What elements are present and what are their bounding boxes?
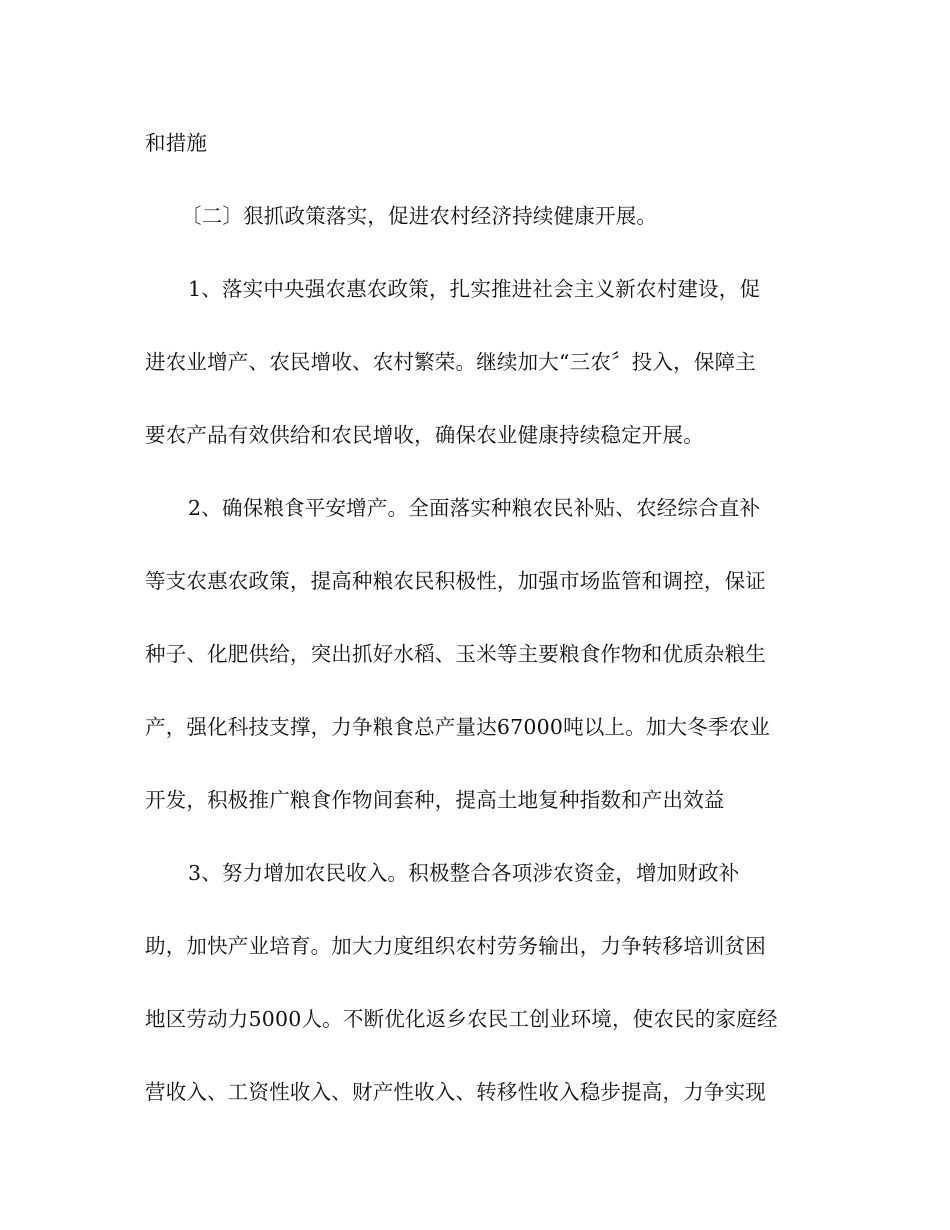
paragraph-1-line: 1、落实中央强农惠农政策，扎实推进社会主义新农村建设，促 [188,277,761,301]
section-heading: 〔二〕狠抓政策落实，促进农村经济持续健康开展。 [181,204,658,228]
paragraph-2-line: 2、确保粮食平安增产。全面落实种粮农民补贴、农经综合直补 [188,496,761,520]
paragraph-2-line: 开发，积极推广粮食作物间套种，提高土地复种指数和产出效益 [145,788,725,812]
text-line: 和措施 [145,131,208,155]
paragraph-1-line: 要农产品有效供给和农民增收，确保农业健康持续稳定开展。 [145,423,704,447]
paragraph-2-line: 种子、化肥供给，突出抓好水稻、玉米等主要粮食作物和优质杂粮生 [145,642,766,666]
paragraph-2-line: 等支农惠农政策，提高种粮农民积极性，加强市场监管和调控，保证 [145,569,766,593]
paragraph-1-line: 进农业增产、农民增收、农村繁荣。继续加大“三农〞投入，保障主 [145,350,756,374]
paragraph-2-line: 产，强化科技支撑，力争粮食总产量达67000吨以上。加大冬季农业 [145,715,771,739]
paragraph-3-line: 地区劳动力5000人。不断优化返乡农民工创业环境，使农民的家庭经 [145,1007,778,1031]
paragraph-3-line: 营收入、工资性收入、财产性收入、转移性收入稳步提高，力争实现 [145,1080,766,1104]
paragraph-3-line: 助，加快产业培育。加大力度组织农村劳务输出，力争转移培训贫困 [145,934,766,958]
paragraph-3-line: 3、努力增加农民收入。积极整合各项涉农资金，增加财政补 [188,861,740,885]
